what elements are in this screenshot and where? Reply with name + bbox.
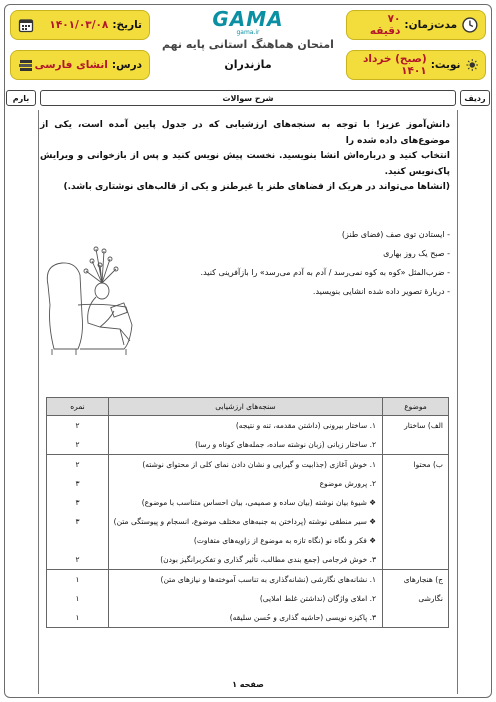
criterion-score: ۲: [75, 440, 80, 449]
session-label: نوبت:: [430, 59, 461, 71]
criterion: ۲. ساختار زبانی (زبان نوشته ساده، جمله‌های کوتاه و رسا): [195, 440, 376, 449]
criterion-score: ۲: [75, 555, 80, 564]
criterion: ۲. پرورش موضوع: [319, 479, 376, 488]
criterion-score: ۱: [75, 575, 80, 584]
criterion-score: ۱: [75, 613, 80, 622]
criterion: ۱. خوش آغازی (جذابیت و گیرایی و نشان دادن نمای کلی از محتوای نوشته): [142, 460, 376, 469]
criterion-score: ۳: [75, 498, 80, 507]
duration-label: مدت‌زمان:: [404, 19, 458, 31]
criterion-score: ۳: [75, 517, 80, 526]
topic-item: - ضرب‌المثل «کوه به کوه نمی‌رسد / آدم به آدم می‌رسد» را بازآفرینی کنید.: [200, 268, 450, 277]
section-topic: الف) ساختار: [404, 421, 443, 430]
topic-item: - ایستادن توی صف (فضای طنز): [341, 230, 450, 239]
reading-person-illustration: [40, 245, 160, 357]
subject-box: [10, 50, 150, 80]
gama-logo: GAMA gama.ir: [212, 7, 284, 36]
table-section-structure: [47, 416, 449, 455]
date-value: ۱۴۰۱/۰۳/۰۸: [49, 19, 109, 31]
sun-icon: [466, 57, 479, 73]
criterion-score: [47, 531, 108, 550]
questions-header: شرح سوالات: [40, 90, 456, 106]
score-header: بارم: [6, 90, 36, 106]
date-label: تاریخ:: [112, 19, 142, 31]
section-topic: ج) هنجارهای نگارشی: [403, 575, 443, 603]
session-box: [346, 50, 486, 80]
criterion: ۱. نشانه‌های نگارشی (نشانه‌گذاری به تناسب آموخته‌ها و نیازهای متن): [160, 575, 376, 584]
instructions: [40, 118, 450, 196]
criterion-score: ۳: [75, 479, 80, 488]
criterion: ۱. ساختار بیرونی (داشتن مقدمه، تنه و نتیجه): [235, 421, 376, 430]
topic-item: - دربارهٔ تصویر داده شده انشایی بنویسید.: [312, 287, 450, 296]
page-number: صفحه ۱: [232, 680, 264, 689]
rubric-table: [46, 397, 449, 628]
criterion-score: ۲: [75, 421, 80, 430]
criterion-score: ۲: [75, 460, 80, 469]
section-topic: ب) محتوا: [413, 460, 443, 469]
table-header-criteria: سنجه‌های ارزشیابی: [109, 398, 383, 416]
criterion: ❖ شیوهٔ بیان نوشته (بیان ساده و صمیمی، بیان احساس متناسب با موضوع): [141, 498, 376, 507]
criterion: ۳. خوش فرجامی (جمع بندی مطالب، تأثیر گذاری و تفکربرانگیز بودن): [160, 555, 376, 564]
duration-value: ۷۰ دقیقه: [369, 13, 401, 37]
table-header-topic: موضوع: [383, 398, 449, 416]
criterion: ۳. پاکیزه نویسی (حاشیه گذاری و حُسن سلیقه): [229, 613, 376, 622]
duration-box: [346, 10, 486, 40]
criterion-score: ۱: [75, 594, 80, 603]
subject-value: انشای فارسی: [34, 59, 108, 71]
criterion: ❖ فکر و نگاه نو (نگاه تازه به موضوع از زاویه‌های متفاوت): [193, 536, 376, 545]
date-box: [10, 10, 150, 40]
table-header-score: نمره: [47, 398, 109, 416]
instruction-line: دانش‌آموز عزیز! با توجه به سنجه‌های ارزشیابی که در جدول پایین آمده است، یکی از موضوع‌های داده شده را: [40, 120, 450, 146]
instruction-line: (انشاها می‌تواند در هریک از فضاهای طنز یا غیرطنز و یکی از قالب‌های نوشتاری باشد.): [63, 182, 450, 192]
column-divider: [38, 110, 39, 694]
books-icon: [18, 57, 34, 73]
table-section-writing-norms: [47, 570, 449, 628]
row-number-header: ردیف: [460, 90, 490, 106]
province-name: مازندران: [224, 58, 272, 71]
exam-title: امتحان هماهنگ استانی پایه نهم: [162, 38, 334, 51]
criterion: ❖ سیر منطقی نوشته (پرداختن به جنبه‌های مختلف موضوع، انسجام و پیوستگی متن): [113, 517, 376, 526]
criterion: ۲. املای واژگان (نداشتن غلط املایی): [259, 594, 376, 603]
table-section-content: [47, 455, 449, 570]
instruction-line: انتخاب کنید و درباره‌اش انشا بنویسید. نخست پیش نویس کنید و پس از بازخوانی و ویرایش پاک‌نویس کنید.: [40, 151, 450, 177]
subject-label: درس:: [111, 59, 142, 71]
topic-item: - صبح یک روز بهاری: [383, 249, 450, 258]
column-divider: [457, 110, 458, 694]
session-value: (صبح) خرداد ۱۴۰۱: [362, 53, 427, 77]
topic-list: [200, 225, 450, 301]
calendar-icon: [18, 17, 34, 33]
clock-icon: [462, 17, 478, 33]
